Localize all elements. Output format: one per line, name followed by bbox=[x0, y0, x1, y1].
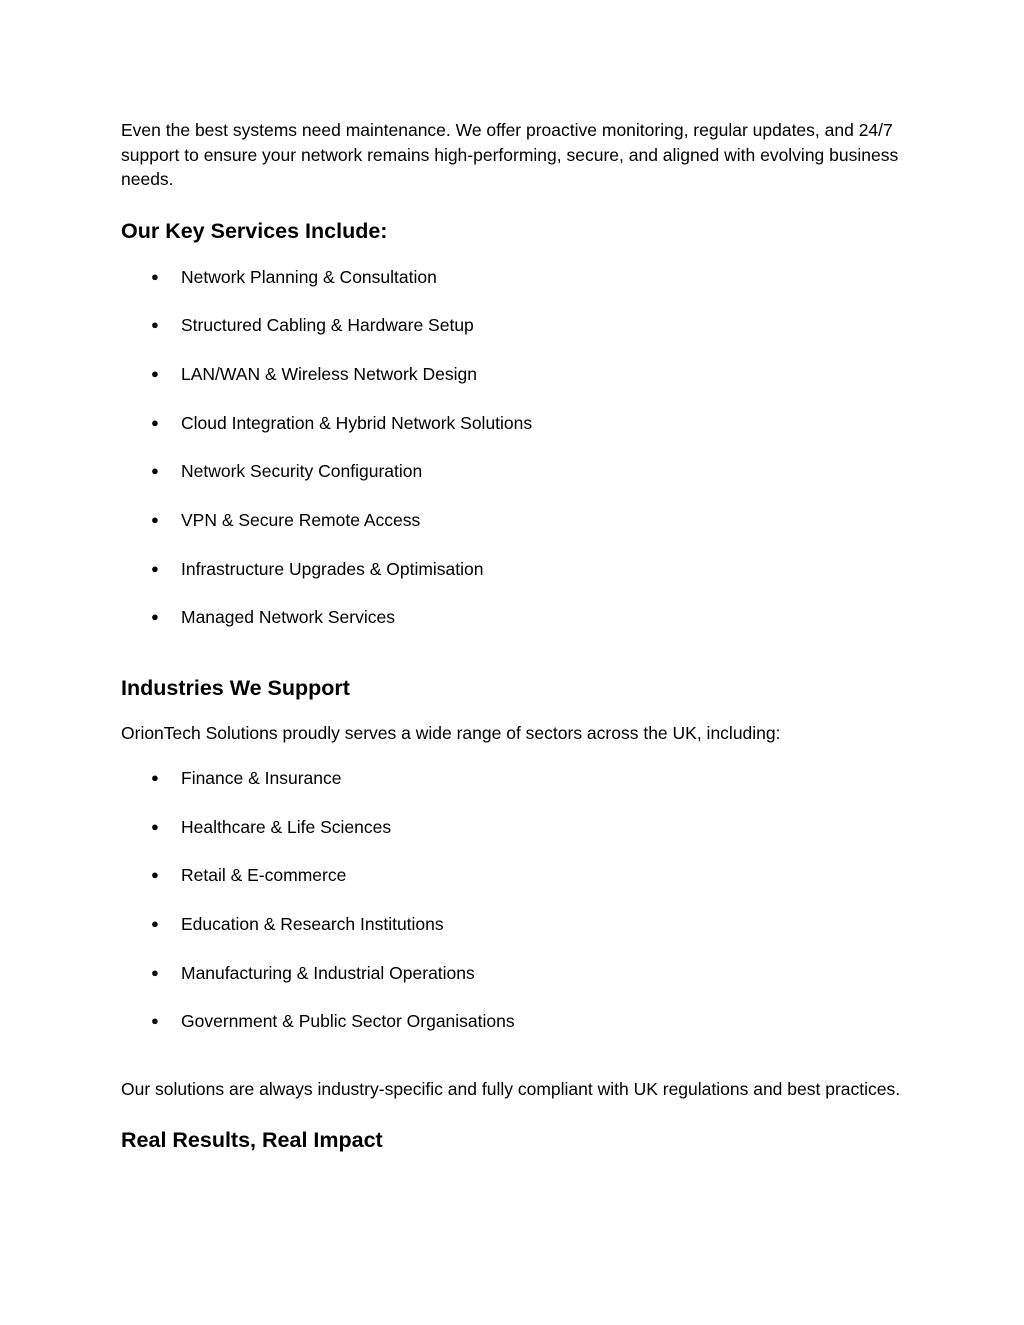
list-item-text: Infrastructure Upgrades & Optimisation bbox=[181, 558, 484, 579]
list-item bbox=[121, 1009, 911, 1033]
bullet-dot-icon: ● bbox=[151, 317, 159, 333]
list-item-text: Cloud Integration & Hybrid Network Solutions bbox=[181, 412, 533, 433]
list-item-text: Finance & Insurance bbox=[181, 767, 342, 788]
bullet-dot-icon: ● bbox=[151, 463, 159, 479]
bullet-dot-icon: ● bbox=[151, 268, 159, 284]
list-item-text: Managed Network Services bbox=[181, 607, 395, 628]
list-item-text: LAN/WAN & Wireless Network Design bbox=[181, 363, 477, 384]
list-item bbox=[121, 961, 911, 985]
list-item bbox=[121, 815, 911, 839]
list-item-text: Government & Public Sector Organisations bbox=[181, 1011, 515, 1032]
list-item bbox=[121, 557, 911, 581]
document-page bbox=[121, 118, 911, 1153]
bullet-dot-icon: ● bbox=[151, 1013, 159, 1029]
list-item bbox=[121, 766, 911, 790]
bullet-dot-icon: ● bbox=[151, 365, 159, 381]
list-item bbox=[121, 265, 911, 289]
bullet-dot-icon: ● bbox=[151, 414, 159, 430]
list-item-text: Manufacturing & Industrial Operations bbox=[181, 962, 475, 983]
list-item-text: Education & Research Institutions bbox=[181, 913, 444, 934]
list-item-text: Network Security Configuration bbox=[181, 461, 423, 482]
bullet-dot-icon: ● bbox=[151, 769, 159, 785]
list-item bbox=[121, 313, 911, 337]
bullet-dot-icon: ● bbox=[151, 511, 159, 527]
list-item bbox=[121, 863, 911, 887]
list-item-text: Retail & E-commerce bbox=[181, 865, 347, 886]
list-item-text: Network Planning & Consultation bbox=[181, 266, 437, 287]
industries-closing: Our solutions are always industry-specific and fully compliant with UK regulations and best practices. bbox=[121, 1079, 901, 1100]
bullet-dot-icon: ● bbox=[151, 609, 159, 625]
list-item-text: Healthcare & Life Sciences bbox=[181, 816, 392, 837]
list-item bbox=[121, 362, 911, 386]
industries-list bbox=[121, 766, 911, 1033]
bullet-dot-icon: ● bbox=[151, 915, 159, 931]
key-services-heading: Our Key Services Include: bbox=[121, 218, 388, 243]
list-item-text: Structured Cabling & Hardware Setup bbox=[181, 315, 474, 336]
intro-paragraph: Even the best systems need maintenance. We offer proactive monitoring, regular updates, and 24/7 support to ensure your network remains high-performing, secure, and aligned with evolving business needs. bbox=[121, 120, 899, 189]
list-item bbox=[121, 912, 911, 936]
list-item bbox=[121, 459, 911, 483]
list-item bbox=[121, 605, 911, 629]
list-item bbox=[121, 508, 911, 532]
list-item-text: VPN & Secure Remote Access bbox=[181, 509, 421, 530]
key-services-list bbox=[121, 265, 911, 630]
bullet-dot-icon: ● bbox=[151, 867, 159, 883]
list-item bbox=[121, 411, 911, 435]
industries-intro: OrionTech Solutions proudly serves a wide range of sectors across the UK, including: bbox=[121, 723, 781, 744]
bullet-dot-icon: ● bbox=[151, 560, 159, 576]
results-heading: Real Results, Real Impact bbox=[121, 1127, 383, 1152]
industries-heading: Industries We Support bbox=[121, 676, 350, 701]
bullet-dot-icon: ● bbox=[151, 964, 159, 980]
bullet-dot-icon: ● bbox=[151, 818, 159, 834]
